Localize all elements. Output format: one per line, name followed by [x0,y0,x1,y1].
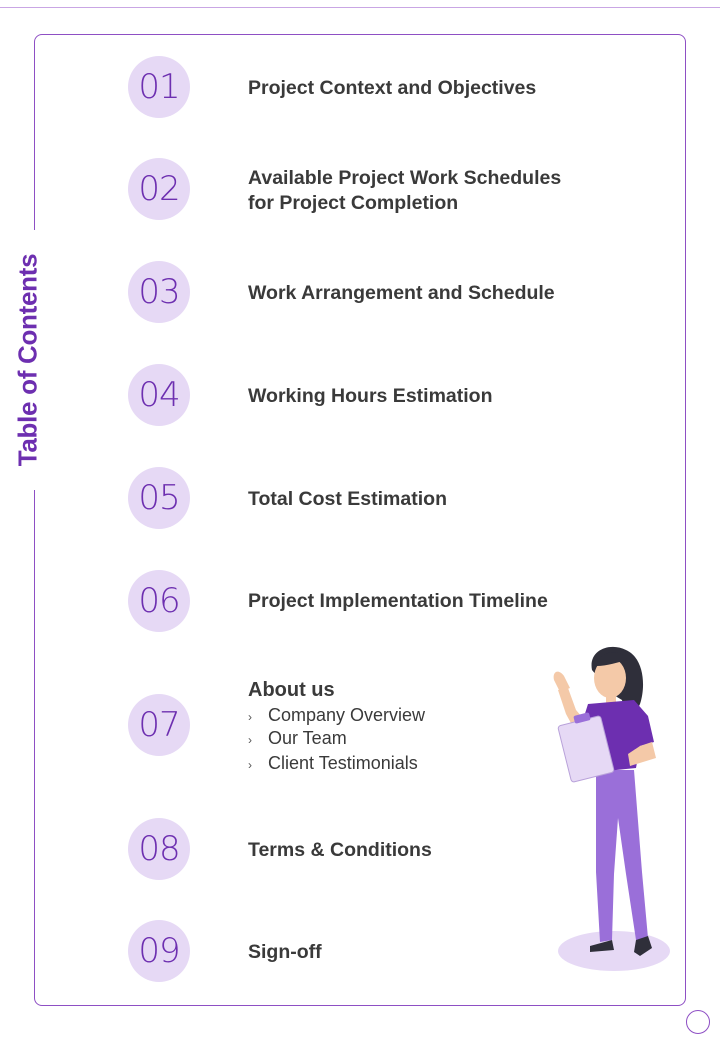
toc-number-badge: 08 [128,818,190,880]
toc-item-05[interactable] [0,467,720,537]
toc-item-title-line: for Project Completion [248,192,459,214]
toc-number-badge: 01 [128,56,190,118]
page-title: Table of Contents [12,253,43,467]
toc-item-04[interactable] [0,364,720,434]
toc-item-06[interactable] [0,570,720,640]
toc-number-badge: 07 [128,694,190,756]
toc-number-badge: 06 [128,570,190,632]
toc-number-badge: 05 [128,467,190,529]
toc-number-badge: 03 [128,261,190,323]
toc-number-badge: 04 [128,364,190,426]
corner-circle-decoration [686,1010,710,1034]
toc-item-title: About us [248,679,335,701]
toc-item-title-line: Available Project Work Schedules [248,167,562,189]
toc-item-title: Project Context and Objectives [248,77,537,99]
toc-item-03[interactable] [0,261,720,331]
sublist-item-label: Our Team [268,728,347,748]
toc-item-02[interactable] [0,158,720,228]
toc-item-title: Working Hours Estimation [248,385,493,407]
toc-item-title: Work Arrangement and Schedule [248,282,555,304]
top-divider [0,7,720,8]
toc-item-01[interactable] [0,56,720,126]
chevron-right-icon: › [248,758,252,772]
toc-item-title: Total Cost Estimation [248,488,447,510]
toc-number-badge: 09 [128,920,190,982]
sublist-item-label: Company Overview [268,705,426,725]
toc-item-title [248,166,608,216]
toc-number-badge: 02 [128,158,190,220]
woman-with-clipboard-icon [530,640,700,980]
toc-item-title: Project Implementation Timeline [248,590,548,612]
sublist-item-label: Client Testimonials [268,753,418,773]
chevron-right-icon: › [248,733,252,747]
toc-item-title: Sign-off [248,941,322,963]
toc-item-title: Terms & Conditions [248,839,432,861]
chevron-right-icon: › [248,710,252,724]
